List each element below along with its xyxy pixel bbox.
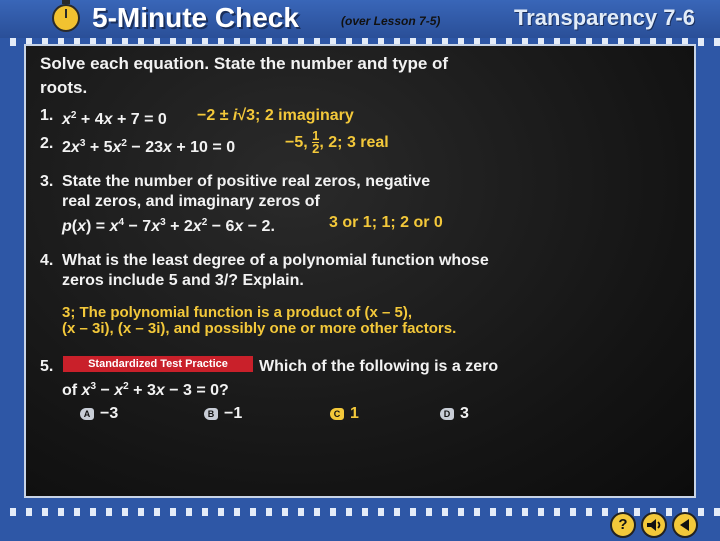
question-4-answer-line-2: (x – 3i), (x – 3i), and possibly one or more other factors. <box>62 320 457 337</box>
bottom-film-strip <box>0 508 720 516</box>
help-button[interactable] <box>610 512 636 538</box>
question-3-line-2: real zeros, and imaginary zeros of <box>62 193 320 210</box>
question-1-equation: $x^2 + 4x + 7 = 0$ <box>62 110 167 128</box>
choice-a-value: −3 <box>100 405 119 422</box>
question-3-answer: 3 or 1; 1; 2 or 0 <box>329 214 443 231</box>
choice-c-tag: C <box>330 408 344 420</box>
choice-d-tag: D <box>440 408 454 420</box>
question-5-line-2: of $x^3 - x^2 + 3x - 3 = 0$? <box>62 381 229 399</box>
question-4-line-2: zeros include 5 and 3/? Explain. <box>62 272 304 289</box>
question-3-number: 3. <box>40 173 54 190</box>
question-3-line-1: State the number of positive real zeros, negative <box>62 173 431 190</box>
question-2-answer: −5, $\frac{1}{2}$ , 2; 3 real <box>285 128 389 157</box>
question-2-equation: $2x^3 + 5x^2 - 23x + 10 = 0$ <box>62 138 236 156</box>
sound-button[interactable] <box>641 512 667 538</box>
choice-a-tag: A <box>80 408 94 420</box>
stopwatch-icon <box>52 4 80 32</box>
question-5-line-1: Which of the following is a zero <box>259 358 499 375</box>
choice-d-value: 3 <box>460 405 469 422</box>
header-bar <box>0 0 720 38</box>
question-5-number: 5. <box>40 358 54 375</box>
back-button[interactable] <box>672 512 698 538</box>
question-3-polynomial: $p(x) = x^4 - 7x^3 + 2x^2 - 6x - 2$. <box>62 217 275 235</box>
help-icon: ? <box>618 516 628 533</box>
lesson-subtitle: (over Lesson 7-5) <box>341 14 441 28</box>
back-arrow-icon <box>676 516 694 534</box>
question-4-number: 4. <box>40 252 54 269</box>
question-1-number: 1. <box>40 107 54 124</box>
page-title: 5-Minute Check <box>92 2 299 33</box>
choice-c-value: 1 <box>350 405 359 422</box>
question-2-number: 2. <box>40 135 54 152</box>
question-4-answer-line-1: 3; The polynomial function is a product of (x – 5), <box>62 304 413 321</box>
question-1-answer: −2 ± i√3; 2 imaginary <box>197 107 354 124</box>
transparency-label: Transparency 7-6 <box>514 5 695 30</box>
instructions-line-1: Solve each equation. State the number and type of <box>40 54 449 73</box>
standardized-test-badge: Standardized Test Practice <box>63 356 253 372</box>
speaker-icon <box>645 516 663 534</box>
choice-b-value: −1 <box>224 405 243 422</box>
choice-b-tag: B <box>204 408 218 420</box>
question-4-line-1: What is the least degree of a polynomial function whose <box>62 252 489 269</box>
instructions-line-2: roots. <box>40 78 88 97</box>
